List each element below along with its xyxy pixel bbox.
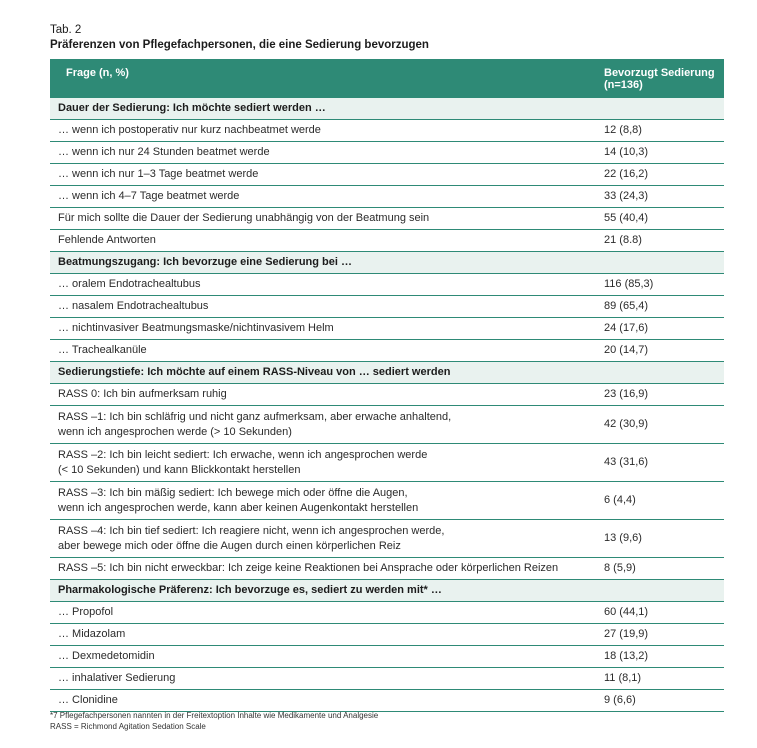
row-count: 9 (6,6) [600,690,724,712]
row-question [50,340,600,362]
preferences-table [50,59,724,712]
table-row [50,340,724,362]
row-question-line1: Fehlende Antworten [58,234,156,246]
row-count: 116 (85,3) [600,274,724,296]
row-count: 20 (14,7) [600,340,724,362]
row-question-line1: RASS –4: Ich bin tief sediert: Ich reagiere nicht, wenn ich angesprochen werde, [58,524,445,537]
row-count: 33 (24,3) [600,186,724,208]
row-question-line1: … wenn ich postoperativ nur kurz nachbeatmet werde [58,124,321,136]
row-count: 43 (31,6) [600,444,724,482]
row-question [50,274,600,296]
table-row [50,668,724,690]
row-count: 24 (17,6) [600,318,724,340]
row-question-line2: wenn ich angesprochen werde, kann aber keinen Augenkontakt herstellen [58,501,419,514]
row-count: 6 (4,4) [600,482,724,520]
row-question [50,646,600,668]
row-question-line2: aber bewege mich oder öffne die Augen durch einen körperlichen Reiz [58,539,401,552]
row-count: 11 (8,1) [600,668,724,690]
table-row [50,520,724,558]
table-row [50,318,724,340]
row-count: 21 (8.8) [600,230,724,252]
row-question-line1: … wenn ich 4–7 Tage beatmet werde [58,190,240,202]
table-header-row [50,59,724,98]
table-title: Präferenzen von Pflegefachpersonen, die eine Sedierung bevorzugen [50,39,429,51]
table-row [50,186,724,208]
table-row [50,624,724,646]
row-question-line1: … Trachealkanüle [58,344,147,356]
section-title: Beatmungszugang: Ich bevorzuge eine Sedierung bei … [50,252,724,274]
row-count: 55 (40,4) [600,208,724,230]
table-row [50,646,724,668]
row-question-line1: Für mich sollte die Dauer der Sedierung unabhängig von der Beatmung sein [58,212,430,224]
table-row [50,558,724,580]
row-question-line1: RASS 0: Ich bin aufmerksam ruhig [58,388,227,400]
header-question: Frage (n, %) [50,59,600,98]
row-question [50,444,600,482]
row-question [50,406,600,444]
table-label: Tab. 2 [50,24,82,36]
row-question-line1: … wenn ich nur 1–3 Tage beatmet werde [58,168,259,180]
row-question [50,208,600,230]
row-question-line1: RASS –3: Ich bin mäßig sediert: Ich bewege mich oder öffne die Augen, [58,486,408,499]
row-question [50,120,600,142]
section-row [50,580,724,602]
row-question [50,520,600,558]
row-question [50,164,600,186]
row-question [50,142,600,164]
table-row [50,406,724,444]
row-question-line1: … Dexmedetomidin [58,650,155,662]
row-question-line1: … nichtinvasiver Beatmungsmaske/nichtinvasivem Helm [58,322,334,334]
row-count: 89 (65,4) [600,296,724,318]
row-count: 14 (10,3) [600,142,724,164]
row-count: 42 (30,9) [600,406,724,444]
row-question-line1: … oralem Endotrachealtubus [58,278,201,290]
header-count [600,59,724,98]
table-row [50,690,724,712]
row-question [50,558,600,580]
section-title: Pharmakologische Präferenz: Ich bevorzuge es, sediert zu werden mit* … [50,580,724,602]
table-row [50,120,724,142]
row-question-line2: wenn ich angesprochen werde (> 10 Sekunden) [58,425,292,438]
table-row [50,444,724,482]
table-row [50,602,724,624]
table-row [50,384,724,406]
table-row [50,164,724,186]
row-question-line1: … Midazolam [58,628,126,640]
table-body [50,98,724,712]
header-count-line1: Bevorzugt Sedierung [604,67,715,79]
row-question [50,384,600,406]
row-question-line1: … wenn ich nur 24 Stunden beatmet werde [58,146,270,158]
section-row [50,98,724,120]
row-question-line1: RASS –2: Ich bin leicht sediert: Ich erwache, wenn ich angesprochen werde [58,448,428,461]
row-question [50,482,600,520]
row-question-line2: (< 10 Sekunden) und kann Blickkontakt herstellen [58,463,301,476]
row-count: 60 (44,1) [600,602,724,624]
row-question [50,602,600,624]
section-row [50,362,724,384]
table-row [50,208,724,230]
row-count: 27 (19,9) [600,624,724,646]
table-row [50,142,724,164]
table-row [50,482,724,520]
section-title: Sedierungstiefe: Ich möchte auf einem RASS-Niveau von … sediert werden [50,362,724,384]
row-question-line1: … Propofol [58,606,114,618]
section-title: Dauer der Sedierung: Ich möchte sediert werden … [50,98,724,120]
row-count: 13 (9,6) [600,520,724,558]
table-row [50,230,724,252]
row-question [50,230,600,252]
row-count: 22 (16,2) [600,164,724,186]
row-count: 18 (13,2) [600,646,724,668]
section-row [50,252,724,274]
row-question [50,668,600,690]
row-question-line1: RASS –1: Ich bin schläfrig und nicht ganz aufmerksam, aber erwache anhaltend, [58,410,452,423]
row-question [50,318,600,340]
row-count: 12 (8,8) [600,120,724,142]
row-question-line1: … inhalativer Sedierung [58,672,176,684]
row-question [50,296,600,318]
row-question [50,690,600,712]
table-row [50,296,724,318]
footnote-asterisk: *7 Pflegefachpersonen nannten in der Freitextoption Inhalte wie Medikamente und Analgesie [50,711,379,720]
row-question-line1: … Clonidine [58,694,118,706]
table-row [50,274,724,296]
row-count: 8 (5,9) [600,558,724,580]
row-question [50,624,600,646]
header-count-line2: (n=136) [604,79,643,91]
row-count: 23 (16,9) [600,384,724,406]
footnote-rass: RASS = Richmond Agitation Sedation Scale [50,722,206,731]
row-question-line1: RASS –5: Ich bin nicht erweckbar: Ich zeige keine Reaktionen bei Ansprache oder körperlichen Reizen [58,562,559,574]
row-question-line1: … nasalem Endotrachealtubus [58,300,209,312]
row-question [50,186,600,208]
